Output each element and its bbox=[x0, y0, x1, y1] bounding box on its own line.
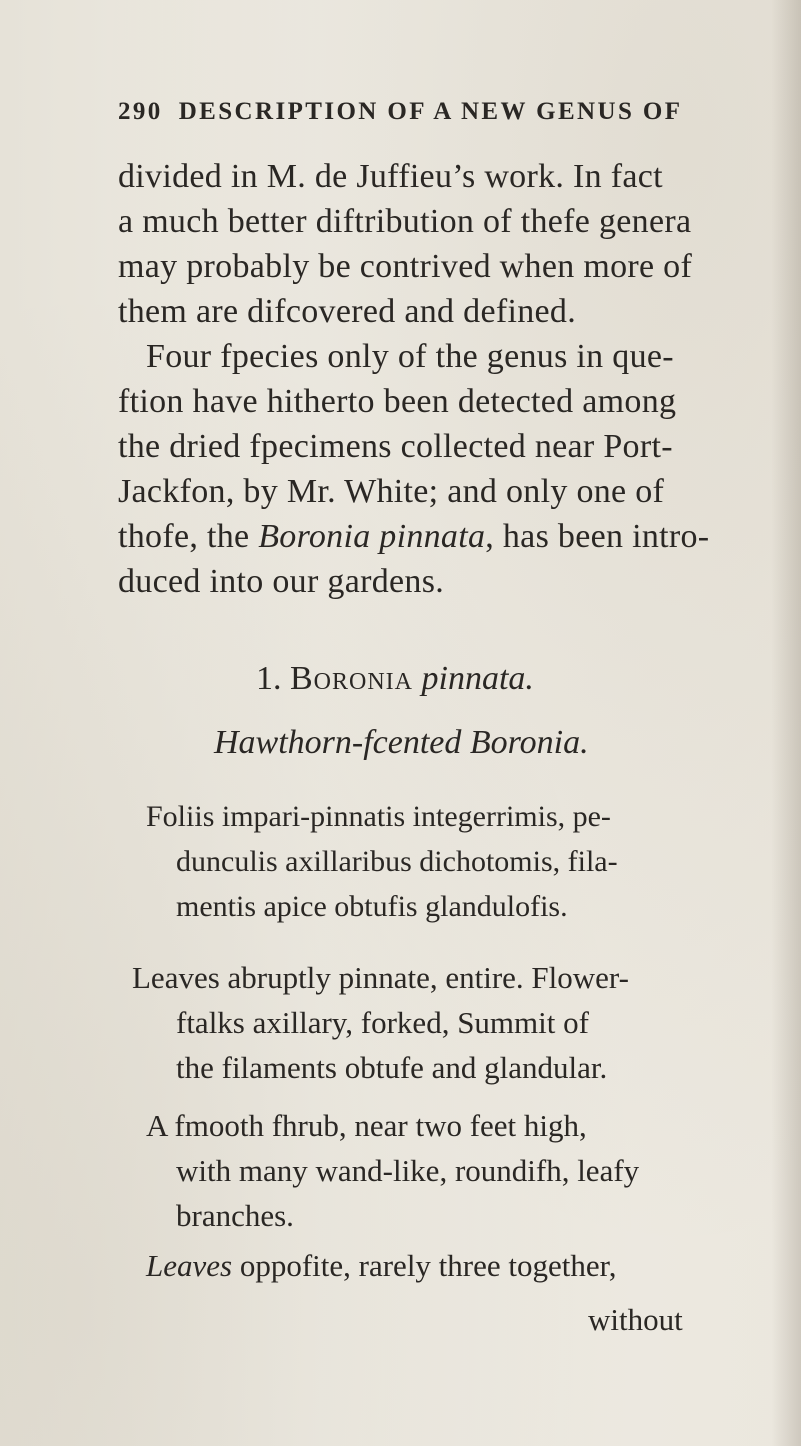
species-heading bbox=[256, 660, 534, 698]
intro-line-1: divided in M. de Juffieu’s work. In fact bbox=[118, 158, 663, 195]
boronia-pinnata-inline: Boronia pinnata bbox=[258, 518, 486, 555]
running-title: DESCRIPTION OF A NEW GENUS OF bbox=[178, 98, 683, 125]
latin-line-1: Foliis impari-pinnatis integerrimis, pe- bbox=[146, 800, 611, 833]
english-line-1: Leaves abruptly pinnate, entire. Flower- bbox=[132, 960, 629, 995]
intro-line-7: the dried fpecimens collected near Port- bbox=[118, 428, 673, 465]
species-number: 1. bbox=[256, 660, 282, 697]
latin-line-2: dunculis axillaribus dichotomis, fila- bbox=[176, 845, 618, 878]
habit-line-2: with many wand-like, roundifh, leafy bbox=[176, 1153, 640, 1188]
intro-line-3: may probably be contrived when more of bbox=[118, 248, 693, 285]
intro-line-4: them are difcovered and defined. bbox=[118, 293, 576, 330]
intro-line-8: Jackfon, by Mr. White; and only one of bbox=[118, 473, 665, 510]
intro-line-9 bbox=[118, 518, 709, 556]
common-name: Hawthorn-fcented Boronia. bbox=[214, 724, 589, 761]
intro-line-6: ftion have hitherto been detected among bbox=[118, 383, 677, 420]
page-edge-shadow bbox=[771, 0, 801, 1446]
running-head bbox=[118, 98, 768, 126]
intro-line-9-end: , has been intro- bbox=[485, 518, 710, 555]
page-number: 290 bbox=[118, 98, 163, 125]
habit-line-3: branches. bbox=[176, 1198, 294, 1233]
habit-line-1: A fmooth fhrub, near two feet high, bbox=[146, 1108, 587, 1143]
english-line-2: ftalks axillary, forked, Summit of bbox=[176, 1005, 589, 1040]
intro-line-10: duced into our gardens. bbox=[118, 563, 445, 600]
intro-line-5: Four fpecies only of the genus in que- bbox=[146, 338, 674, 375]
catchword: without bbox=[588, 1302, 683, 1337]
leaves-label: Leaves bbox=[146, 1248, 233, 1283]
latin-line-3: mentis apice obtufis glandulofis. bbox=[176, 890, 568, 923]
leaves-text: oppofite, rarely three together, bbox=[232, 1248, 617, 1283]
leaves-line bbox=[146, 1248, 616, 1284]
species-genus: Boronia bbox=[290, 660, 414, 697]
english-line-3: the filaments obtufe and glandular. bbox=[176, 1050, 608, 1085]
species-epithet: pinnata. bbox=[421, 660, 534, 697]
intro-line-2: a much better diftribution of thefe genera bbox=[118, 203, 692, 240]
intro-line-9-start: thofe, the bbox=[118, 518, 259, 555]
